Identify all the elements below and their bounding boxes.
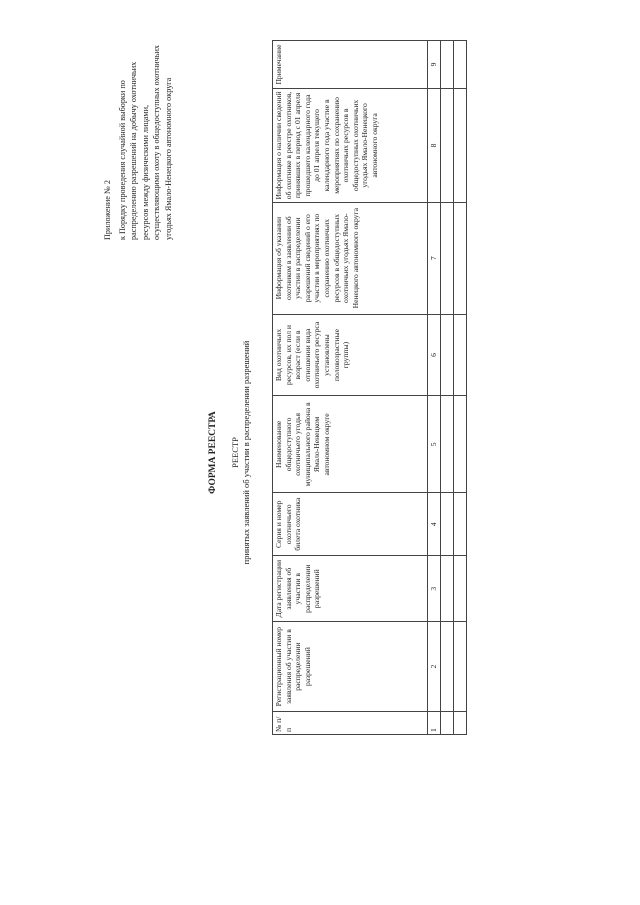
table-cell [441,89,454,203]
table-cell [454,396,467,493]
table-cell [454,41,467,89]
appendix-title: Приложение № 2 [103,180,112,240]
appendix-text: к Порядку проведения случайной выборки по распределению разрешений на добычу охотничьих ресурсов между физическими лицами, осуществляющими охоту в общедоступных охотничьих угодьях Ямало-Ненецкого автономного округа [117,45,173,240]
table-cell [454,493,467,556]
header-registration-date: Дата регистрации заявления об участии в распределении разрешений [273,556,428,622]
table-cell [441,396,454,493]
header-resource-type: Вид охотничьих ресурсов, их пол и возраст (если в отношении вида охотничьего ресурса установлены половозрастные группы) [273,314,428,396]
header-registration-number: Регистрационный номер заявления об участии в распределении разрешений [273,622,428,712]
appendix-block [102,40,174,240]
header-note: Примечание [273,41,428,89]
table-cell [441,556,454,622]
column-number: 7 [428,202,441,314]
table-cell [454,712,467,735]
table-cell [454,556,467,622]
register-title-block [230,0,252,905]
column-number: 8 [428,89,441,203]
column-number: 6 [428,314,441,396]
table-cell [441,493,454,556]
column-number: 1 [428,712,441,735]
table-cell [454,89,467,203]
table-cell [441,712,454,735]
table-cell [454,202,467,314]
column-number: 2 [428,622,441,712]
header-hunting-ground: Наименование общедоступного охотничьего угодья муниципального района в Ямало-Ненецком автономном округе [273,396,428,493]
header-registry-info: Информация о наличии сведений об охотнике в реестре охотников, принявших в период с 01 апреля прошедшего календарного года до 01 апреля текущего календарного года участие в мероприятиях по сохранению охотничьих ресурсов в общедоступных охотничьих угодьях Ямало-Ненецкого автономного округа [273,89,428,203]
column-number: 3 [428,556,441,622]
table-empty-row [454,41,467,735]
table-cell [454,314,467,396]
register-title: РЕЕСТР [230,437,240,468]
form-title: ФОРМА РЕЕСТРА [208,411,218,494]
register-subtitle: принятых заявлений об участии в распределении разрешений [241,340,251,565]
table-header-row [273,41,428,735]
register-table [272,40,467,735]
column-number: 9 [428,41,441,89]
column-number: 4 [428,493,441,556]
table-empty-row [441,41,454,735]
header-number: № п/п [273,712,428,735]
table-cell [441,622,454,712]
header-participation-info: Информация об указании охотником в заявлении об участии в распределении разрешений сведений о его участии в мероприятиях по сохранению охотничьих ресурсов в общедоступных охотничьих угодьях Ямало-Ненецкого автономного округа [273,202,428,314]
table-cell [441,202,454,314]
table-number-row [428,41,441,735]
table-cell [441,314,454,396]
header-hunting-ticket: Серия и номер охотничьего билета охотника [273,493,428,556]
table-cell [454,622,467,712]
column-number: 5 [428,396,441,493]
table-cell [441,41,454,89]
